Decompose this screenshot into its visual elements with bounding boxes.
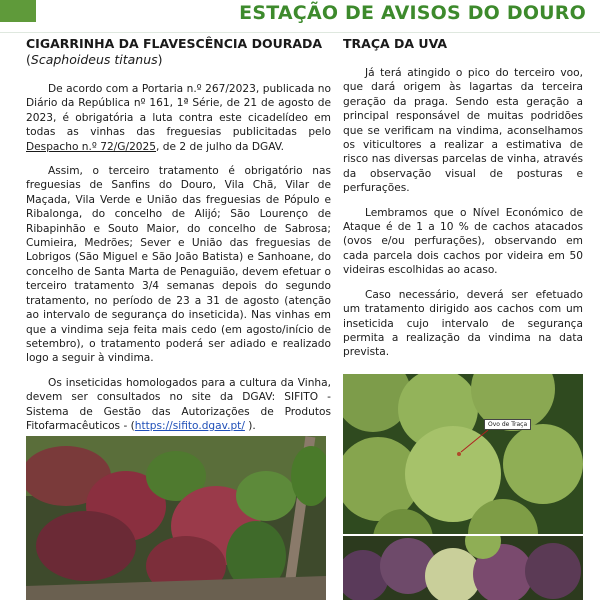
paragraph-terceiro-voo: Já terá atingido o pico do terceiro voo, que dará origem às lagartas da terceira geração da praga. Sendo esta geração a principal responsável de muitas podridões que se verificam na vindima, aconselhamos os viticultores a realizar a estimativa de risco nas diversas parcelas de vinha, através da observação visual de posturas e perfurações. — [343, 67, 583, 195]
grape-bunch-photo — [343, 536, 583, 600]
paragraph-portaria — [26, 82, 331, 154]
paragraph-nivel-economico: Lembramos que o Nível Económico de Ataque é de 1 a 10 % de cachos atacados (ovos e/ou perfurações), observando em cada parcela dois cachos por videira em 50 videiras escolhidas ao acaso. — [343, 206, 583, 277]
section-title-cigarrinha: CIGARRINHA DA FLAVESCÊNCIA DOURADA — [26, 36, 323, 51]
paragraph-inseticidas-text: Os inseticidas homologados para a cultura da Vinha, devem ser consultados no site da DGAV: SIFITO - Sistema de Gestão das Autorizações de Produtos Fitofarmacêuticos - ( — [26, 376, 331, 432]
sifito-link[interactable]: https://sifito.dgav.pt/ — [134, 419, 245, 432]
paragraph-portaria-text: De acordo com a Portaria n.º 267/2023, publicada no Diário da República nº 161, 1ª Série, de 21 de agosto de 2023, é obrigatória a luta contra este cicadelídeo em todas as vinhas das freguesias publicitadas pelo — [26, 83, 331, 139]
paragraph-inseticidas-end: ). — [244, 419, 256, 432]
right-column — [343, 36, 583, 370]
paragraph-tratamento-cachos: Caso necessário, deverá ser efetuado um tratamento dirigido aos cachos com um inseticida cujo intervalo de segurança permita a realização da vindima na data prevista. — [343, 288, 583, 359]
species-name: Scaphoideus titanus — [30, 52, 158, 67]
egg-annotation-label: Ovo de Traça — [484, 419, 531, 430]
section-title-traca: TRAÇA DA UVA — [343, 36, 448, 51]
header-banner — [0, 0, 600, 33]
vine-leaves-photo — [26, 436, 326, 600]
species-close-paren: ) — [157, 52, 163, 67]
banner-accent — [0, 0, 36, 22]
grape-egg-photo — [343, 374, 583, 534]
paragraph-inseticidas — [26, 376, 331, 434]
left-column — [26, 36, 331, 443]
paragraph-terceiro-tratamento: Assim, o terceiro tratamento é obrigatório nas freguesias de Sanfins do Douro, Vila Chã, Vilar de Maçada, Vila Verde e União das freguesias de Pópulo e Ribalonga, do concelho de Alijó; São Lourenço de Ribapinhão e Souto Maior, do concelho de Sabrosa; Cumieira, Medrões; Sever e União das freguesias de Lobrigos (São Miguel e São João Batista) e Sanhoane, do concelho de Santa Marta de Penaguião, devem efetuar o terceiro tratamento 3/4 semanas depois do segundo tratamento, no período de 23 a 31 de agosto (atenção ao intervalo de segurança do inseticida). Nas vinhas em que a vindima seja feita mais cedo (em agosto/início de setembro), o tratamento poderá ser adiado e realizado logo a seguir à vindima. — [26, 165, 331, 365]
despacho-link[interactable]: Despacho n.º 72/G/2025 — [26, 140, 157, 153]
paragraph-portaria-end: , de 2 de julho da DGAV. — [156, 140, 285, 153]
section-subtitle-species — [26, 52, 331, 68]
page-title: ESTAÇÃO DE AVISOS DO DOURO — [239, 2, 586, 24]
species-open-paren: ( — [26, 52, 31, 67]
